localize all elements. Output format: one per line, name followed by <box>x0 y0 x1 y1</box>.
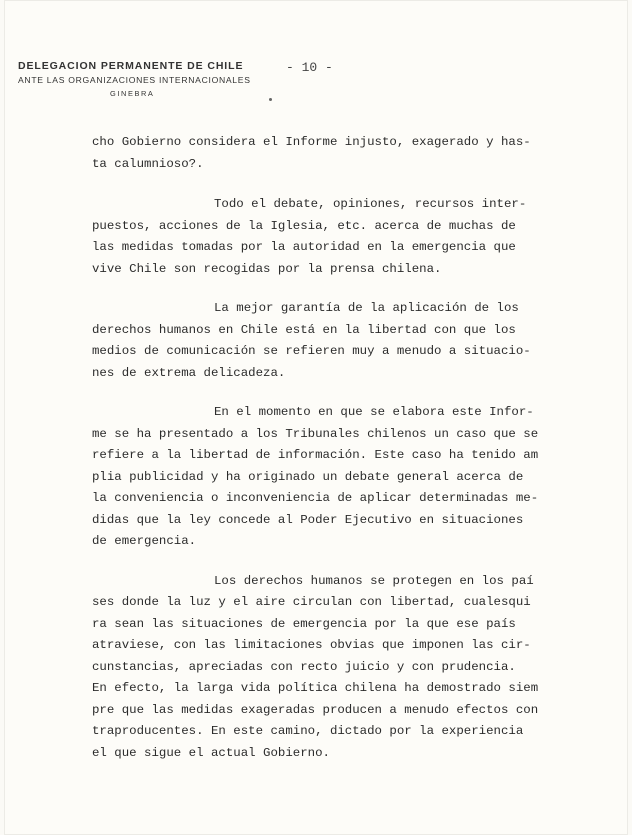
text-line: me se ha presentado a los Tribunales chilenos un caso que se <box>92 426 539 441</box>
letterhead-line-2: ANTE LAS ORGANIZACIONES INTERNACIONALES <box>18 75 251 85</box>
text-line: pre que las medidas exageradas producen a menudo efectos con <box>92 702 539 717</box>
text-line: ses donde la luz y el aire circulan con libertad, cualesqui <box>92 595 531 609</box>
paragraph-5 <box>92 571 542 765</box>
document-body <box>92 132 542 764</box>
text-line: cunstancias, apreciadas con recto juicio y con prudencia. <box>92 659 516 674</box>
text-line: de emergencia. <box>92 534 197 548</box>
text-line: En efecto, la larga vida política chilena ha demostrado siem <box>92 681 539 695</box>
text-line: ra sean las situaciones de emergencia por la que ese país <box>92 616 516 631</box>
text-line: En el momento en que se elabora este Infor- <box>214 405 534 419</box>
text-line: vive Chile son recogidas por la prensa chilena. <box>92 261 442 276</box>
page-number: - 10 - <box>286 60 333 75</box>
paragraph-1 <box>92 132 542 175</box>
letterhead-line-3: GINEBRA <box>110 89 155 98</box>
text-line: Todo el debate, opiniones, recursos inter- <box>214 197 527 211</box>
letterhead <box>18 60 251 98</box>
paragraph-2 <box>92 194 542 280</box>
text-line: ta calumnioso?. <box>92 156 204 171</box>
text-line: medios de comunicación se refieren muy a menudo a situacio- <box>92 344 531 358</box>
text-line: didas que la ley concede al Poder Ejecutivo en situaciones <box>92 512 524 527</box>
text-line: traproducentes. En este camino, dictado por la experiencia <box>92 724 524 738</box>
ink-dot <box>269 98 272 101</box>
text-line: atraviese, con las limitaciones obvias que imponen las cir- <box>92 638 531 652</box>
text-line: cho Gobierno considera el Informe injusto, exagerado y has- <box>92 135 531 149</box>
text-line: Los derechos humanos se protegen en los paí <box>214 573 534 588</box>
text-line: derechos humanos en Chile está en la libertad con que los <box>92 322 516 337</box>
text-line: las medidas tomadas por la autoridad en la emergencia que <box>92 240 516 254</box>
text-line: plia publicidad y ha originado un debate general acerca de <box>92 469 524 484</box>
letterhead-line-1: DELEGACION PERMANENTE DE CHILE <box>18 60 244 72</box>
text-line: La mejor garantía de la aplicación de los <box>214 301 519 315</box>
text-line: puestos, acciones de la Iglesia, etc. acerca de muchas de <box>92 218 516 233</box>
paragraph-4 <box>92 402 542 553</box>
paragraph-3 <box>92 298 542 384</box>
text-line: la conveniencia o inconveniencia de aplicar determinadas me- <box>92 491 539 505</box>
text-line: nes de extrema delicadeza. <box>92 365 286 380</box>
text-line: refiere a la libertad de información. Este caso ha tenido am <box>92 448 539 462</box>
text-line: el que sigue el actual Gobierno. <box>92 745 330 760</box>
